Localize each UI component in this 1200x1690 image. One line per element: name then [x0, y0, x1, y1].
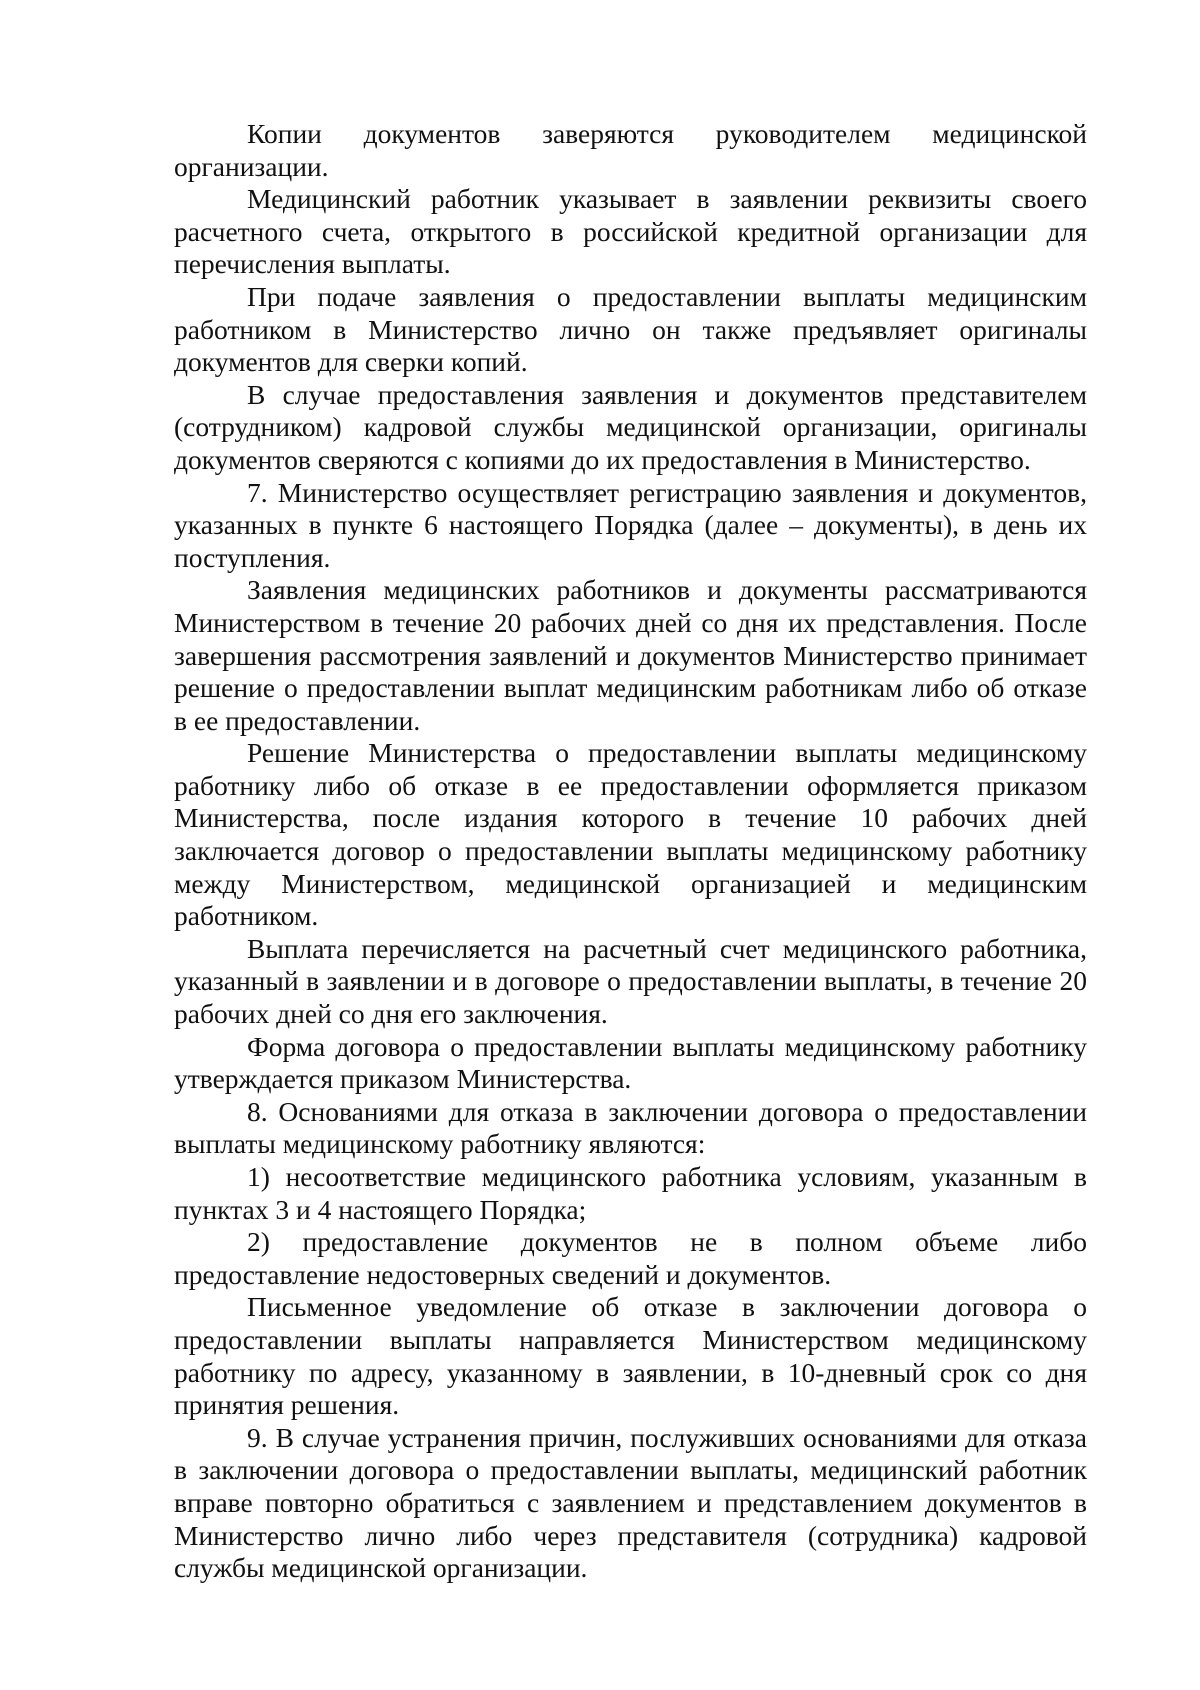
paragraph-review-period: Заявления медицинских работников и документы рассматриваются Министерством в течение 20 рабочих дней со дня их представления. После завершения рассмотрения заявлений и документов Министерство принимает решение о предоставлении выплат медицинским работникам либо об отказе в ее предоставлении. [174, 574, 1087, 736]
paragraph-payment-transfer: Выплата перечисляется на расчетный счет медицинского работника, указанный в заявлении и в договоре о предоставлении выплаты, в течение 20 рабочих дней со дня его заключения. [174, 932, 1087, 1030]
paragraph-item-8-refusal-grounds: 8. Основаниями для отказа в заключении договора о предоставлении выплаты медицинскому работнику являются: [174, 1095, 1087, 1160]
paragraph-refusal-ground-2: 2) предоставление документов не в полном объеме либо предоставление недостоверных сведений и документов. [174, 1226, 1087, 1290]
paragraph-refusal-notice: Письменное уведомление об отказе в заключении договора о предоставлении выплаты направляется Министерством медицинскому работнику по адресу, указанному в заявлении, в 10-дневный срок со дня принятия решения. [174, 1291, 1087, 1421]
paragraph-ministry-decision: Решение Министерства о предоставлении выплаты медицинскому работнику либо об отказе в ее предоставлении оформляется приказом Министерства, после издания которого в течение 10 рабочих дней заключается договор о предоставлении выплаты медицинскому работнику между Министерством, медицинской организацией и медицинским работником. [174, 737, 1087, 932]
paragraph-originals-presented: При подаче заявления о предоставлении выплаты медицинским работником в Министерство лично он также предъявляет оригиналы документов для сверки копий. [174, 280, 1087, 378]
paragraph-item-9-reapplication: 9. В случае устранения причин, послуживших основаниями для отказа в заключении договора о предоставлении выплаты, медицинский работник вправе повторно обратиться с заявлением и представлением документов в Министерство лично либо через представителя (сотрудника) кадровой службы медицинской организации. [174, 1421, 1087, 1584]
paragraph-bank-account: Медицинский работник указывает в заявлении реквизиты своего расчетного счета, открытого в российской кредитной организации для перечисления выплаты. [174, 183, 1087, 280]
document-body [174, 118, 1087, 1585]
paragraph-copies-certification: Копии документов заверяются руководителем медицинской организации. [174, 118, 1087, 182]
paragraph-representative-submission: В случае предоставления заявления и документов представителем (сотрудником) кадровой службы медицинской организации, оригиналы документов сверяются с копиями до их предоставления в Министерство. [174, 378, 1087, 475]
paragraph-contract-form: Форма договора о предоставлении выплаты медицинскому работнику утверждается приказом Министерства. [174, 1030, 1087, 1095]
paragraph-refusal-ground-1: 1) несоответствие медицинского работника условиям, указанным в пунктах 3 и 4 настоящего Порядка; [174, 1161, 1087, 1225]
paragraph-item-7-registration: 7. Министерство осуществляет регистрацию заявления и документов, указанных в пункте 6 настоящего Порядка (далее – документы), в день их поступления. [174, 476, 1087, 573]
